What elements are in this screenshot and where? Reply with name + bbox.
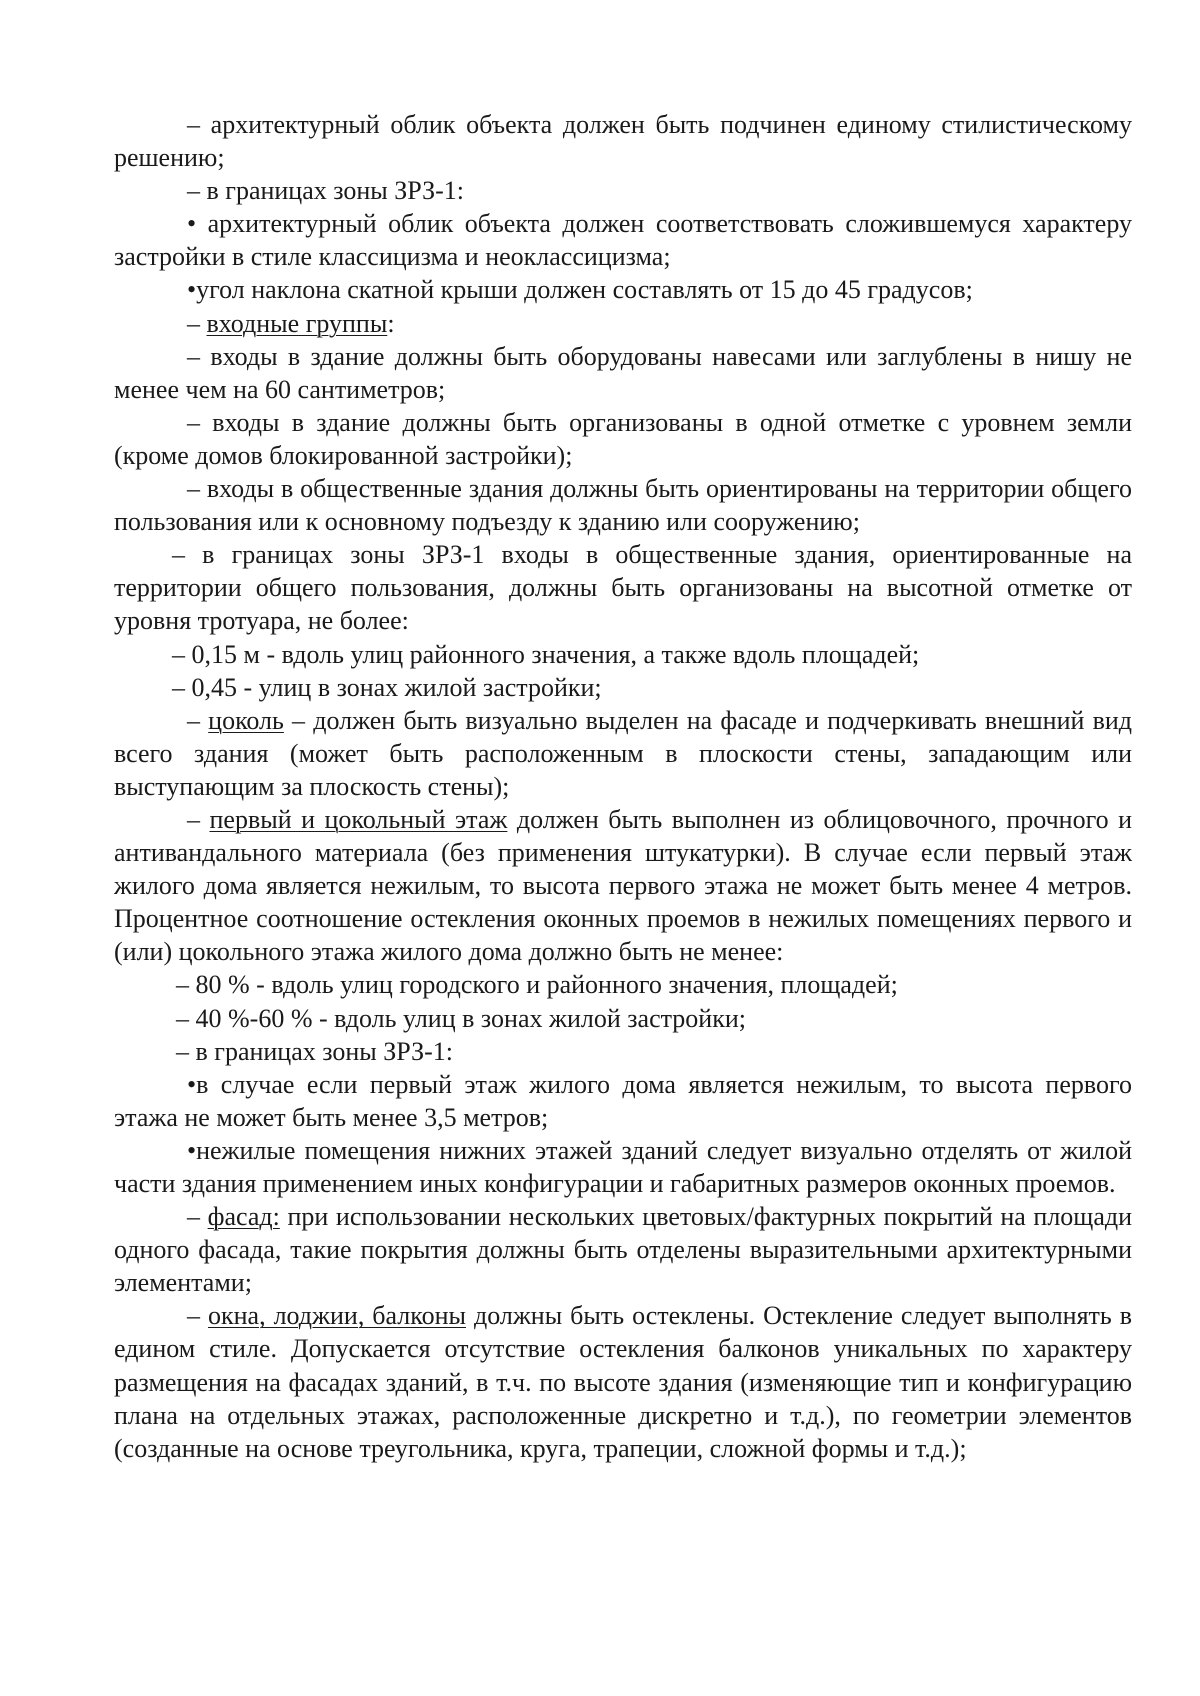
paragraph-19: – фасад: при использовании нескольких цветовых/фактурных покрытий на площади одного фасада, такие покрытия должны быть отделены выразительными архитектурными элементами; [114,1202,1133,1298]
underlined-term: фасад: [207,1202,280,1232]
paragraph-15: – 40 %-60 % - вдоль улиц в зонах жилой застройки; [176,1003,746,1033]
paragraph-9: – в границах зоны ЗРЗ-1 входы в общественные здания, ориентированные на территории общего пользования, должны быть организованы на высотной отметке от уровня тротуара, не более: [114,540,1132,636]
document-page [114,108,1132,1465]
paragraph-1: – архитектурный облик объекта должен быть подчинен единому стилистическому решению; [114,110,1132,173]
underlined-term: первый и цокольный этаж [209,804,508,834]
paragraph-14: – 80 % - вдоль улиц городского и районного значения, площадей; [176,970,898,1000]
paragraph-5: – входные группы: [187,308,395,338]
paragraph-3: • архитектурный облик объекта должен соответствовать сложившемуся характеру застройки в стиле классицизма и неоклассицизма; [114,209,1132,272]
paragraph-16: – в границах зоны ЗРЗ-1: [176,1036,453,1066]
underlined-term: окна, лоджии, балконы [208,1301,466,1331]
paragraph-8: – входы в общественные здания должны быть ориентированы на территории общего пользования или к основному подъезду к зданию или сооружению; [114,474,1132,537]
underlined-term: цоколь [208,705,284,735]
paragraph-6: – входы в здание должны быть оборудованы навесами или заглублены в нишу не менее чем на 60 сантиметров; [114,341,1132,404]
paragraph-2: – в границах зоны ЗРЗ-1: [187,176,464,206]
paragraph-17: •в случае если первый этаж жилого дома является нежилым, то высота первого этажа не может быть менее 3,5 метров; [114,1069,1132,1132]
paragraph-10: – 0,15 м - вдоль улиц районного значения, а также вдоль площадей; [172,639,920,669]
paragraph-20: – окна, лоджии, балконы должны быть остеклены. Остекление следует выполнять в едином стиле. Допускается отсутствие остекления балконов уникальных по характеру размещения на фасадах зданий, в т.ч. по высоте здания (изменяющие тип и конфигурацию плана на отдельных этажах, расположенные дискретно и т.д.), по геометрии элементов (созданные на основе треугольника, круга, трапеции, сложной формы и т.д.); [114,1301,1133,1463]
paragraph-13: – первый и цокольный этаж должен быть выполнен из облицовочного, прочного и антивандального материала (без применения штукатурки). В случае если первый этаж жилого дома является нежилым, то высота первого этажа не может быть менее 4 метров. Процентное соотношение остекления оконных проемов в нежилых помещениях первого и (или) цокольного этажа жилого дома должно быть не менее: [114,804,1133,967]
paragraph-11: – 0,45 - улиц в зонах жилой застройки; [172,672,602,702]
paragraph-4: •угол наклона скатной крыши должен составлять от 15 до 45 градусов; [187,275,973,305]
paragraph-12: – цоколь – должен быть визуально выделен на фасаде и подчеркивать внешний вид всего здания (может быть расположенным в плоскости стены, западающим или выступающим за плоскость стены); [114,705,1133,801]
paragraph-7: – входы в здание должны быть организованы в одной отметке с уровнем земли (кроме домов блокированной застройки); [114,407,1132,470]
paragraph-18: •нежилые помещения нижних этажей зданий следует визуально отделять от жилой части здания применением иных конфигурации и габаритных размеров оконных проемов. [114,1135,1132,1198]
underlined-term: входные группы [206,308,388,338]
